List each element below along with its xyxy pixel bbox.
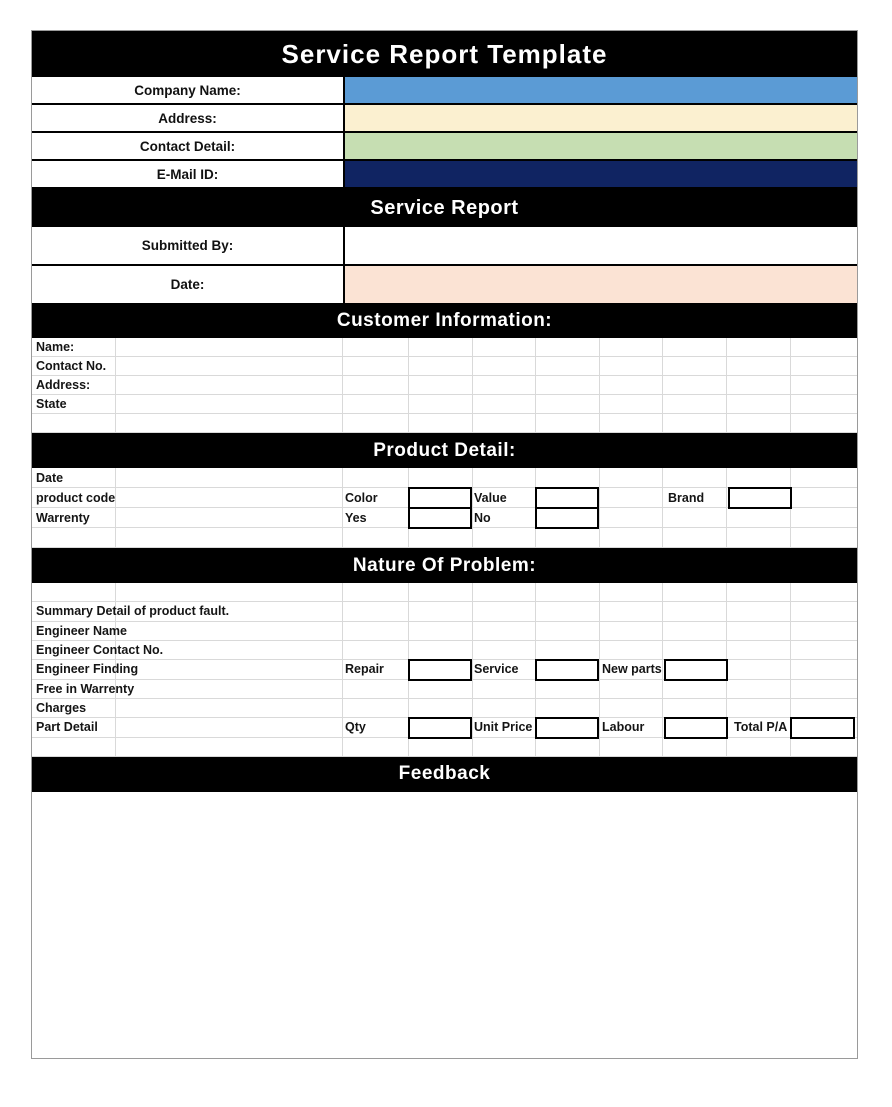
company-name-input[interactable] — [343, 77, 857, 103]
service-report-form — [31, 30, 858, 1059]
product-code-row[interactable] — [32, 488, 857, 508]
empty-row[interactable] — [32, 583, 857, 602]
free-in-warranty-row[interactable] — [32, 680, 857, 699]
labour-box[interactable] — [664, 717, 728, 738]
engineer-contact-no-label: Engineer Contact No. — [36, 643, 164, 658]
feedback-header-bar — [32, 757, 857, 792]
value-box[interactable] — [535, 487, 599, 509]
empty-row[interactable] — [32, 738, 857, 757]
color-label: Color — [345, 490, 378, 505]
new-parts-label: New parts — [602, 662, 662, 677]
engineer-name-label: Engineer Name — [36, 623, 128, 638]
warranty-row[interactable] — [32, 508, 857, 528]
unit-price-box[interactable] — [535, 717, 599, 738]
contact-detail-input[interactable] — [343, 133, 857, 159]
date-row — [32, 266, 857, 303]
address-input[interactable] — [343, 105, 857, 131]
nature-of-problem-header-bar — [32, 548, 857, 583]
feedback-input-area[interactable] — [32, 792, 857, 1058]
labour-label: Labour — [602, 720, 645, 735]
customer-name-row[interactable] — [32, 338, 857, 357]
repair-label: Repair — [345, 662, 384, 677]
date-input[interactable] — [343, 266, 857, 303]
engineer-name-row[interactable] — [32, 622, 857, 641]
nature-of-problem-header: Nature Of Problem: — [352, 554, 537, 576]
nature-of-problem-grid — [32, 583, 857, 757]
customer-information-grid — [32, 338, 857, 433]
qty-box[interactable] — [408, 717, 472, 738]
total-pa-box[interactable] — [790, 717, 855, 738]
empty-row[interactable] — [32, 528, 857, 548]
total-pa-label: Total P/A — [734, 720, 788, 735]
warranty-yes-box[interactable] — [408, 507, 472, 529]
submitted-by-input[interactable] — [343, 227, 857, 264]
qty-label: Qty — [345, 720, 366, 735]
email-id-label: E-Mail ID: — [32, 161, 343, 187]
product-detail-header-bar — [32, 433, 857, 468]
product-detail-header: Product Detail: — [373, 439, 516, 461]
summary-detail-row[interactable] — [32, 602, 857, 621]
free-in-warranty-label: Free in Warrenty — [36, 681, 135, 696]
feedback-header: Feedback — [398, 763, 491, 785]
empty-row[interactable] — [32, 414, 857, 433]
product-date-row[interactable] — [32, 468, 857, 488]
customer-contact-no-row[interactable] — [32, 357, 857, 376]
warranty-no-box[interactable] — [535, 507, 599, 529]
submitted-by-row — [32, 227, 857, 266]
part-detail-label: Part Detail — [36, 720, 98, 735]
contact-detail-label: Contact Detail: — [32, 133, 343, 159]
email-id-input[interactable] — [343, 161, 857, 187]
customer-address-row[interactable] — [32, 376, 857, 395]
company-name-label: Company Name: — [32, 77, 343, 103]
customer-information-header-bar — [32, 303, 857, 338]
value-label: Value — [474, 490, 507, 505]
email-id-row — [32, 161, 857, 189]
date-label: Date: — [32, 266, 343, 303]
engineer-finding-label: Engineer Finding — [36, 662, 139, 677]
customer-contact-no-label: Contact No. — [36, 359, 107, 373]
brand-box[interactable] — [728, 487, 792, 509]
service-report-header: Service Report — [370, 196, 519, 219]
repair-box[interactable] — [408, 659, 472, 680]
service-label: Service — [474, 662, 519, 677]
customer-state-label: State — [36, 397, 67, 411]
part-detail-row[interactable] — [32, 718, 857, 737]
warranty-no-label: No — [474, 510, 491, 525]
customer-information-header: Customer Information: — [336, 309, 553, 331]
form-title: Service Report Template — [281, 38, 608, 69]
customer-address-label: Address: — [36, 378, 91, 392]
engineer-contact-no-row[interactable] — [32, 641, 857, 660]
form-title-bar — [32, 31, 857, 77]
new-parts-box[interactable] — [664, 659, 728, 680]
charges-label: Charges — [36, 701, 87, 716]
warranty-label: Warrenty — [36, 510, 90, 525]
service-box[interactable] — [535, 659, 599, 680]
address-row — [32, 105, 857, 133]
customer-state-row[interactable] — [32, 395, 857, 414]
customer-name-label: Name: — [36, 340, 75, 354]
address-label: Address: — [32, 105, 343, 131]
submitted-by-label: Submitted By: — [32, 227, 343, 264]
charges-row[interactable] — [32, 699, 857, 718]
unit-price-label: Unit Price — [474, 720, 533, 735]
brand-label: Brand — [668, 490, 705, 505]
product-detail-grid — [32, 468, 857, 548]
contact-detail-row — [32, 133, 857, 161]
company-name-row — [32, 77, 857, 105]
product-date-label: Date — [36, 470, 64, 485]
summary-detail-label: Summary Detail of product fault. — [36, 604, 230, 619]
service-report-header-bar — [32, 189, 857, 227]
color-box[interactable] — [408, 487, 472, 509]
product-code-label: product code — [36, 490, 116, 505]
warranty-yes-label: Yes — [345, 510, 367, 525]
engineer-finding-row[interactable] — [32, 660, 857, 679]
